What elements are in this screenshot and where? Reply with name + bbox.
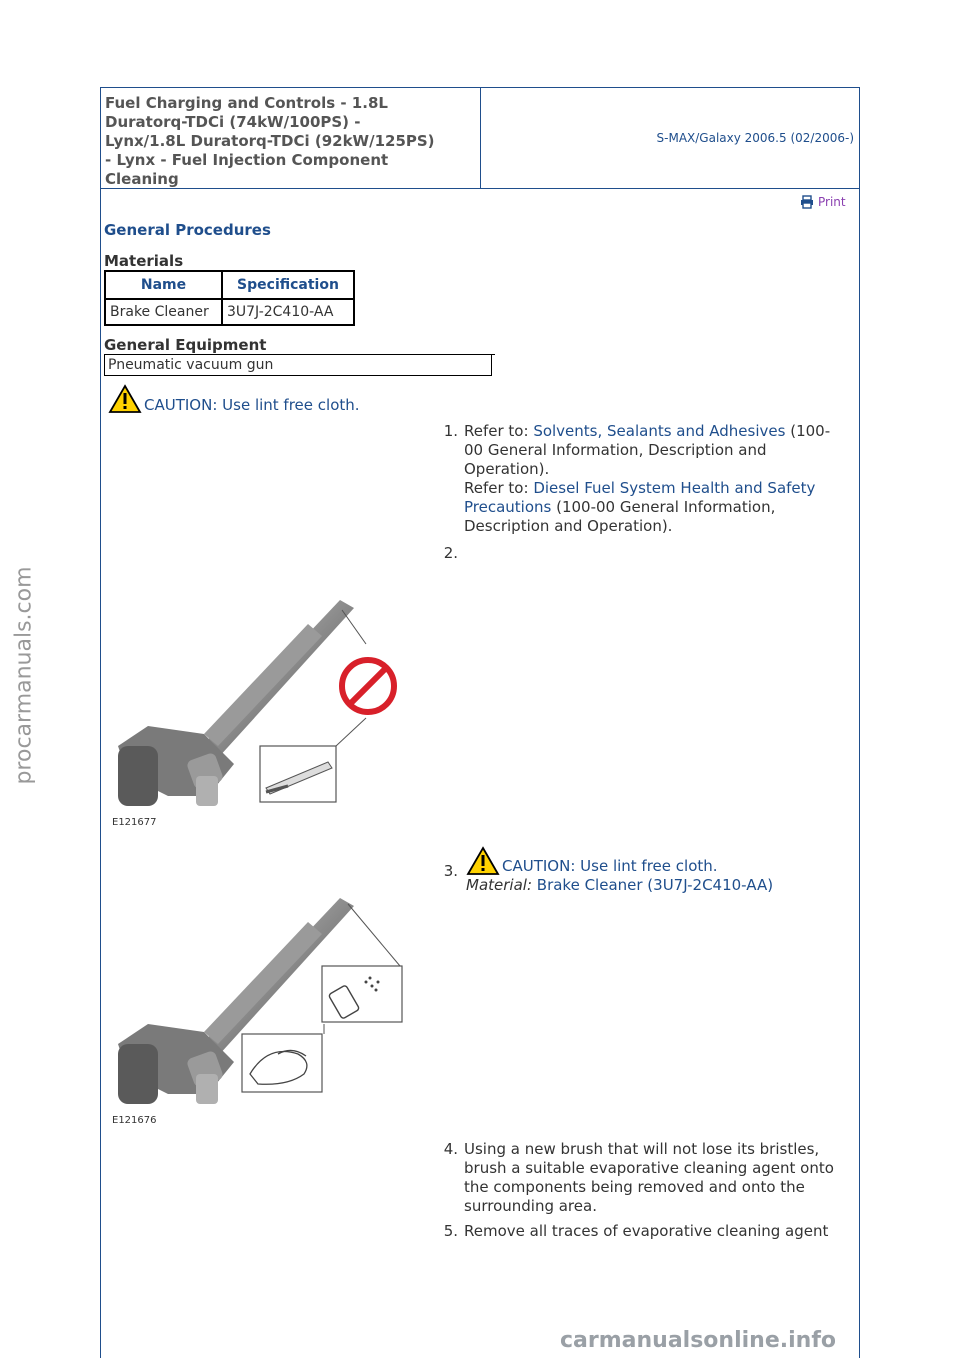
injector-figure-cleaning bbox=[108, 894, 408, 1130]
title-line: Fuel Charging and Controls - 1.8L bbox=[105, 94, 388, 112]
table-cell: Brake Cleaner bbox=[105, 299, 222, 325]
side-watermark: procarmanuals.com bbox=[11, 565, 37, 785]
model-label: S-MAX/Galaxy 2006.5 (02/2006-) bbox=[656, 131, 854, 145]
step-text: Using a new brush that will not lose its bristles, bbox=[464, 1140, 820, 1158]
step-text: Remove all traces of evaporative cleaning agent bbox=[464, 1222, 829, 1240]
refer-suffix: (100- bbox=[785, 422, 831, 440]
step-text: brush a suitable evaporative cleaning agent onto bbox=[464, 1159, 834, 1177]
link-diesel-safety[interactable]: Diesel Fuel System Health and Safety bbox=[533, 479, 816, 497]
caution-text: CAUTION: Use lint free cloth. bbox=[144, 396, 360, 414]
header-table bbox=[100, 87, 860, 189]
figure-code: E121677 bbox=[112, 817, 157, 828]
prohibited-sign-icon bbox=[342, 660, 394, 712]
refer-prefix: Refer to: bbox=[464, 422, 534, 440]
equipment-item: Pneumatic vacuum gun bbox=[104, 354, 492, 376]
caution-note bbox=[108, 384, 360, 414]
printer-icon bbox=[800, 195, 814, 209]
warning-triangle-icon bbox=[466, 846, 500, 876]
title-line: Duratorq-TDCi (74kW/100PS) - bbox=[105, 113, 361, 131]
table-cell: 3U7J-2C410-AA bbox=[222, 299, 354, 325]
link-brake-cleaner[interactable]: Brake Cleaner (3U7J-2C410-AA) bbox=[536, 876, 774, 894]
footer-watermark: carmanualsonline.info bbox=[560, 1328, 836, 1353]
column-header: Specification bbox=[222, 271, 354, 299]
refer-prefix: Refer to: bbox=[464, 479, 534, 497]
title-line: - Lynx - Fuel Injection Component bbox=[105, 151, 389, 169]
print-button[interactable] bbox=[800, 195, 846, 209]
column-header: Name bbox=[105, 271, 222, 299]
material-label: Material: bbox=[466, 876, 532, 894]
refer-suffix: (100-00 General Information, bbox=[551, 498, 776, 516]
table-divider bbox=[491, 354, 495, 355]
step-text: the components being removed and onto the bbox=[464, 1178, 805, 1196]
section-heading: General Procedures bbox=[104, 221, 271, 239]
step-number: 2. bbox=[443, 544, 458, 562]
refer-suffix: Description and Operation). bbox=[464, 517, 673, 535]
refer-suffix: 00 General Information, Description and bbox=[464, 441, 767, 459]
injector-figure-no-brush bbox=[108, 596, 408, 832]
step-number: 1. bbox=[443, 422, 458, 440]
print-label: Print bbox=[818, 195, 846, 209]
link-diesel-safety[interactable]: Precautions bbox=[464, 498, 552, 516]
title-line: Cleaning bbox=[105, 170, 179, 188]
page-title bbox=[101, 88, 481, 188]
warning-triangle-icon bbox=[108, 384, 142, 414]
materials-heading: Materials bbox=[104, 252, 184, 270]
table-row bbox=[105, 299, 354, 325]
step-number: 5. bbox=[443, 1222, 458, 1240]
refer-suffix: Operation). bbox=[464, 460, 550, 478]
step-number: 4. bbox=[443, 1140, 458, 1158]
link-solvents[interactable]: Solvents, Sealants and Adhesives bbox=[533, 422, 786, 440]
materials-table bbox=[104, 270, 355, 326]
figure-code: E121676 bbox=[112, 1115, 157, 1126]
step-text: surrounding area. bbox=[464, 1197, 597, 1215]
title-line: Lynx/1.8L Duratorq-TDCi (92kW/125PS) bbox=[105, 132, 435, 150]
equipment-heading: General Equipment bbox=[104, 336, 267, 354]
caution-text: CAUTION: Use lint free cloth. bbox=[502, 857, 718, 875]
step-number: 3. bbox=[443, 862, 458, 880]
